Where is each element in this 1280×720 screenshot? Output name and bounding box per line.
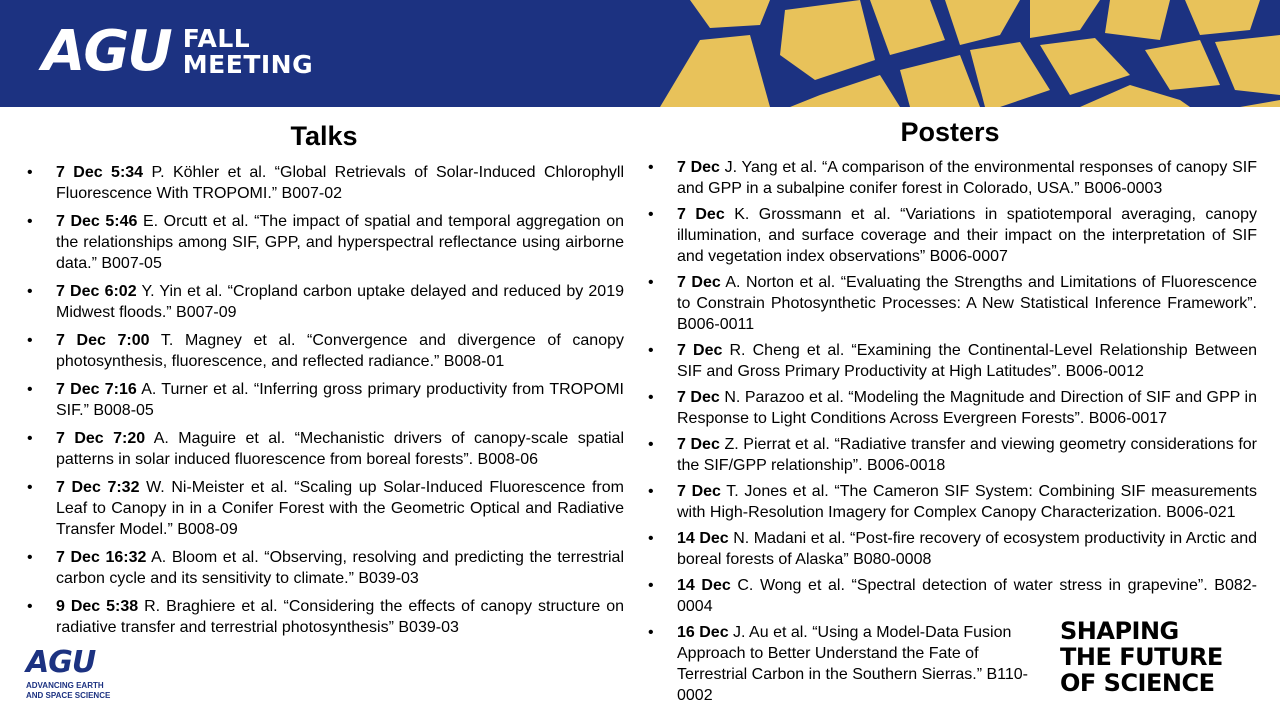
poster-item xyxy=(645,204,1257,267)
talk-item xyxy=(24,281,624,323)
talk-item xyxy=(24,379,624,421)
poster-date: 7 Dec xyxy=(677,483,721,500)
talk-text: A. Turner et al. “Inferring gross primary productivity from TROPOMI SIF.” B008-05 xyxy=(56,381,624,419)
poster-text: J. Au et al. “Using a Model-Data Fusion Approach to Better Understand the Fate of Terrestrial Carbon in the Southern Sierras.” B110-0002 xyxy=(677,624,1028,704)
talk-text: A. Bloom et al. “Observing, resolving and predicting the terrestrial carbon cycle and its sensitivity to climate.” B039-03 xyxy=(56,549,625,587)
talk-item xyxy=(24,596,624,638)
slogan-line1: SHAPING xyxy=(1060,617,1179,645)
posters-heading: Posters xyxy=(900,117,1000,147)
talk-text: R. Braghiere et al. “Considering the effects of canopy structure on radiative transfer and terrestrial photosynthesis” B039-03 xyxy=(56,598,624,636)
talk-date: 7 Dec 7:32 xyxy=(56,479,140,496)
talk-item xyxy=(24,428,624,470)
poster-date: 7 Dec xyxy=(677,436,720,453)
talk-text: T. Magney et al. “Convergence and divergence of canopy photosynthesis, fluorescence, and reflected radiance.” B008-01 xyxy=(56,332,624,370)
talk-text: P. Köhler et al. “Global Retrievals of Solar-Induced Chlorophyll Fluorescence With TROPOMI.” B007-02 xyxy=(56,164,625,202)
fall-text: FALL xyxy=(182,24,251,53)
talk-item xyxy=(24,330,624,372)
talk-date: 7 Dec 16:32 xyxy=(56,549,147,566)
shaping-future-slogan xyxy=(1060,618,1260,696)
poster-item xyxy=(645,157,1257,199)
talk-date: 7 Dec 7:20 xyxy=(56,430,146,447)
tagline-line2: AND SPACE SCIENCE xyxy=(26,691,111,700)
talk-date: 7 Dec 6:02 xyxy=(56,283,137,300)
talk-text: E. Orcutt et al. “The impact of spatial and temporal aggregation on the relationships among SIF, GPP, and hyperspectral reflectance using airborne data.” B007-05 xyxy=(56,213,624,272)
talk-item xyxy=(24,162,624,204)
talk-text: W. Ni-Meister et al. “Scaling up Solar-Induced Fluorescence from Leaf to Canopy in in a Conifer Forest with the Geometric Optical and Radiative Transfer Model.” B008-09 xyxy=(56,479,624,538)
talk-date: 9 Dec 5:38 xyxy=(56,598,139,615)
agu-tagline xyxy=(26,681,126,701)
poster-text: K. Grossmann et al. “Variations in spatiotemporal averaging, canopy illumination, and surface coverage and their impact on the interpretation of SIF and vegetation index observations” B006-0007 xyxy=(677,206,1257,265)
poster-date: 7 Dec xyxy=(677,342,723,359)
poster-item xyxy=(645,575,1257,617)
poster-text: Z. Pierrat et al. “Radiative transfer and viewing geometry considerations for the SIF/GPP relationship”. B006-0018 xyxy=(677,436,1257,474)
poster-text: J. Yang et al. “A comparison of the environmental responses of canopy SIF and GPP in a subalpine conifer forest in Colorado, USA.” B006-0003 xyxy=(677,159,1257,197)
talk-date: 7 Dec 7:00 xyxy=(56,332,150,349)
poster-date: 7 Dec xyxy=(677,159,720,176)
poster-text: N. Parazoo et al. “Modeling the Magnitude and Direction of SIF and GPP in Response to Light Conditions Across Evergreen Forests”. B006-0017 xyxy=(677,389,1258,427)
poster-text: R. Cheng et al. “Examining the Continental-Level Relationship Between SIF and Gross Primary Productivity at High Latitudes”. B006-0012 xyxy=(677,342,1257,380)
talks-list xyxy=(24,162,624,645)
talks-heading: Talks xyxy=(290,121,358,151)
poster-date: 7 Dec xyxy=(677,206,725,223)
poster-date: 14 Dec xyxy=(677,530,729,547)
poster-text: N. Madani et al. “Post-fire recovery of ecosystem productivity in Arctic and boreal forests of Alaska” B080-0008 xyxy=(677,530,1258,568)
talk-date: 7 Dec 5:34 xyxy=(56,164,144,181)
agu-logo-text: AGU xyxy=(42,19,171,84)
poster-item xyxy=(645,272,1257,335)
talk-date: 7 Dec 7:16 xyxy=(56,381,137,398)
honeycomb-pattern xyxy=(600,0,1280,107)
talk-item xyxy=(24,477,624,540)
poster-item xyxy=(645,481,1257,523)
meeting-text: MEETING xyxy=(182,50,314,79)
talk-item xyxy=(24,211,624,274)
poster-text: C. Wong et al. “Spectral detection of water stress in grapevine”. B082-0004 xyxy=(677,577,1258,615)
poster-date: 7 Dec xyxy=(677,274,721,291)
poster-date: 14 Dec xyxy=(677,577,731,594)
talk-item xyxy=(24,547,624,589)
slogan-line3: OF SCIENCE xyxy=(1060,669,1215,697)
talk-text: Y. Yin et al. “Cropland carbon uptake delayed and reduced by 2019 Midwest floods.” B007-09 xyxy=(56,283,624,321)
poster-text: A. Norton et al. “Evaluating the Strengths and Limitations of Fluorescence to Constrain Photosynthetic Processes: A New Statistical Inference Framework”. B006-0011 xyxy=(677,274,1257,333)
agu-fall-meeting-logo xyxy=(42,19,314,84)
tagline-line1: ADVANCING EARTH xyxy=(26,681,104,690)
poster-item xyxy=(645,528,1257,570)
talk-text: A. Maguire et al. “Mechanistic drivers of canopy-scale spatial patterns in solar induced fluorescence from boreal forests”. B008-06 xyxy=(56,430,624,468)
poster-text: T. Jones et al. “The Cameron SIF System: Combining SIF measurements with High-Resolution Imagery for Complex Canopy Characterization. B006-021 xyxy=(677,483,1257,521)
agu-footer-logo-text: AGU xyxy=(26,645,96,680)
talk-date: 7 Dec 5:46 xyxy=(56,213,138,230)
poster-item xyxy=(645,387,1257,429)
agu-footer-logo xyxy=(26,645,126,701)
poster-item xyxy=(645,434,1257,476)
poster-date: 7 Dec xyxy=(677,389,720,406)
poster-item xyxy=(645,340,1257,382)
poster-item xyxy=(645,622,1045,706)
fall-meeting-label xyxy=(183,26,313,78)
poster-date: 16 Dec xyxy=(677,624,729,641)
header-banner xyxy=(0,0,1280,107)
slogan-line2: THE FUTURE xyxy=(1060,643,1223,671)
